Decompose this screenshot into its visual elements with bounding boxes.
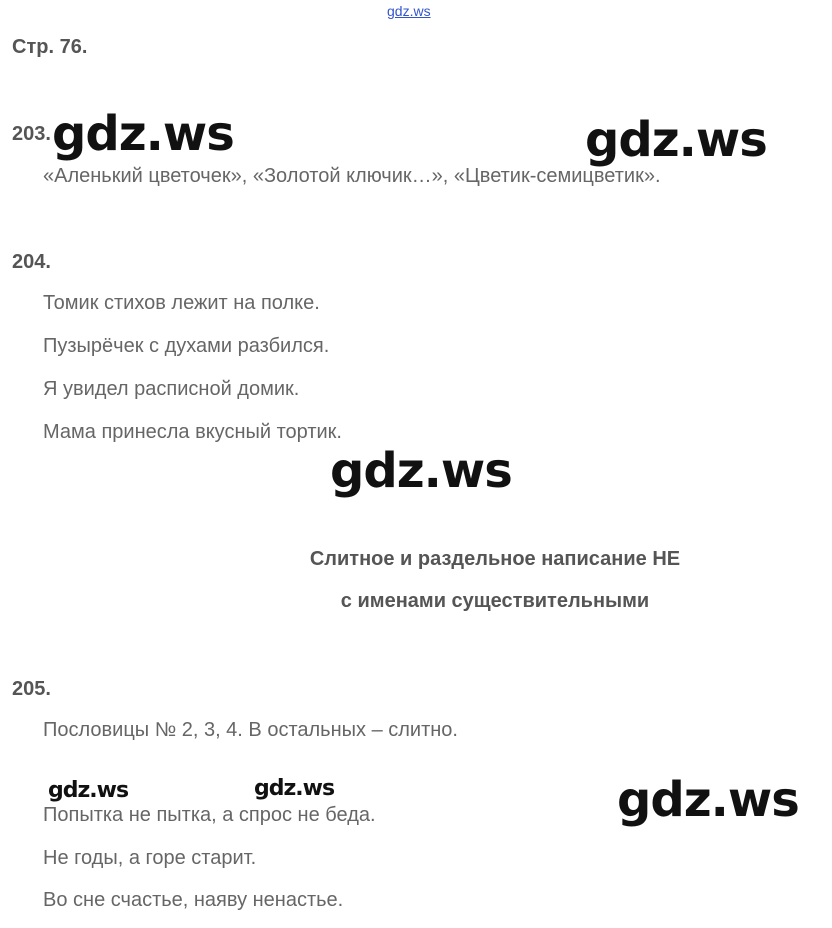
watermark: gdz.ws — [48, 778, 129, 803]
task-204-line-4: Мама принесла вкусный тортик. — [43, 421, 342, 443]
task-204-line-2: Пузырёчек с духами разбился. — [43, 335, 330, 357]
section-heading-line-2: с именами существительными — [340, 590, 650, 612]
page-reference: Стр. 76. — [12, 36, 88, 58]
task-205-line-2: Попытка не пытка, а спрос не беда. — [43, 804, 376, 826]
watermark: gdz.ws — [617, 772, 799, 828]
task-204-line-1: Томик стихов лежит на полке. — [43, 292, 320, 314]
task-number-204: 204. — [12, 251, 51, 273]
task-205-line-4: Во сне счастье, наяву ненастье. — [43, 889, 344, 911]
task-204-line-3: Я увидел расписной домик. — [43, 378, 300, 400]
section-heading-line-1: Слитное и раздельное написание НЕ — [309, 548, 681, 570]
task-205-line-3: Не годы, а горе старит. — [43, 847, 257, 869]
task-number-205: 205. — [12, 678, 51, 700]
watermark: gdz.ws — [52, 106, 234, 162]
task-205-line-1: Пословицы № 2, 3, 4. В остальных – слитно. — [43, 719, 458, 741]
watermark: gdz.ws — [254, 776, 335, 801]
site-link[interactable]: gdz.ws — [387, 3, 431, 19]
watermark: gdz.ws — [330, 443, 512, 499]
watermark: gdz.ws — [585, 112, 767, 168]
task-203-line: «Аленький цветочек», «Золотой ключик…», «Цветик-семицветик». — [43, 165, 661, 187]
task-number-203: 203. — [12, 123, 51, 145]
